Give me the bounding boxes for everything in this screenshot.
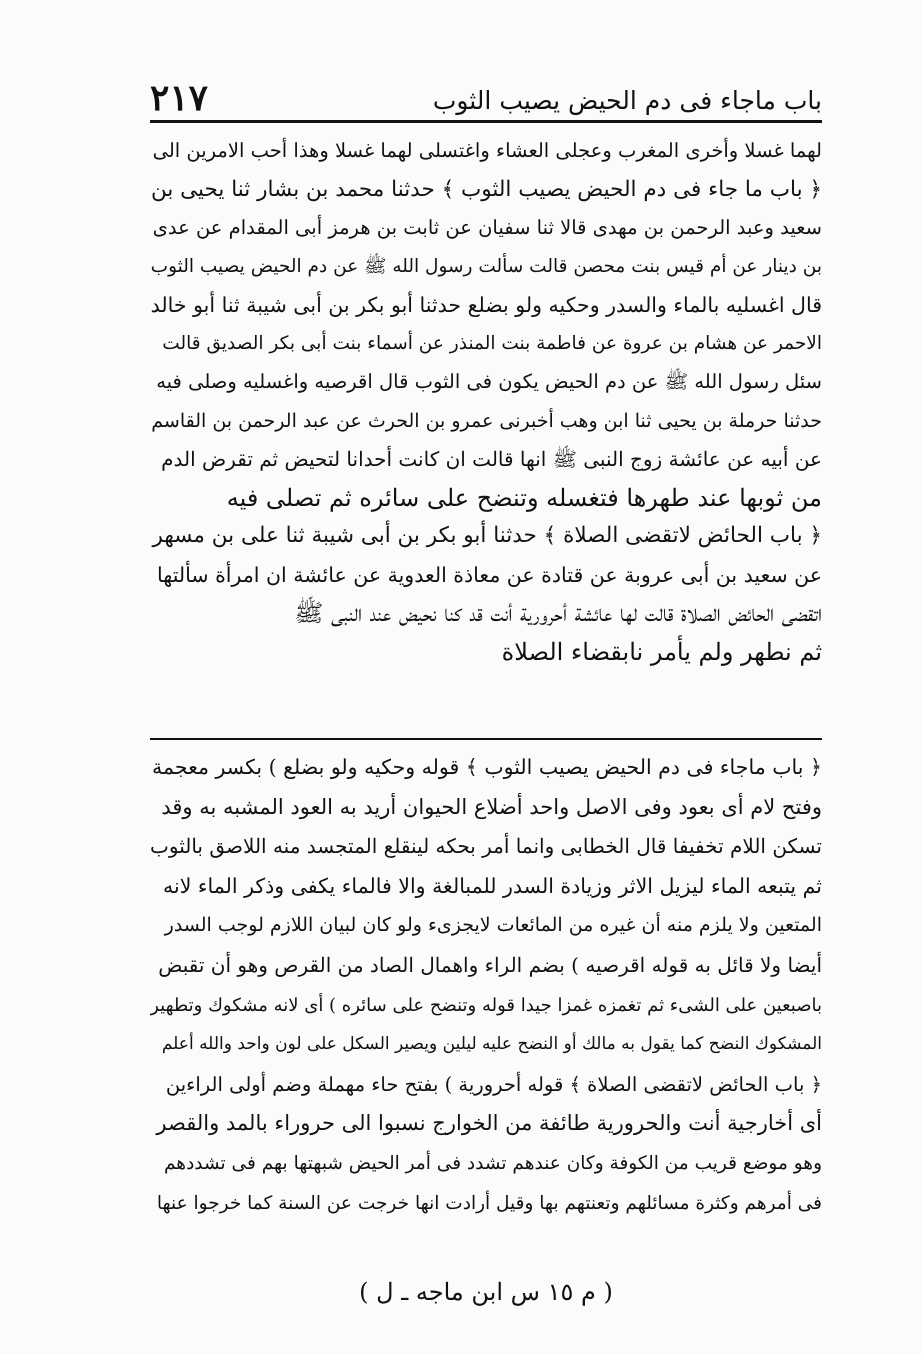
text-line: اتقضى الحائض الصلاة قالت لها عائشة أحرورية أنت قد كنا نحيض عند النبى ﷺ (294, 599, 822, 627)
text-line: ثم نطهر ولم يأمر نابقضاء الصلاة (501, 637, 822, 666)
text-line: عن أبيه عن عائشة زوج النبى ﷺ انها قالت ان كانت أحدانا لتحيض ثم تقرض الدم (161, 447, 822, 471)
text-line: من ثوبها عند طهرها فتغسله وتنضح على سائره ثم تصلى فيه (226, 483, 822, 512)
note-line: أيضا ولا قائل به قوله اقرصيه ) بضم الراء واهمال الصاد من القرص وهو أن تقبض (158, 952, 822, 977)
note-line: ﴿ باب ماجاء فى دم الحيض يصيب الثوب ﴾ قوله وحكيه ولو بضلع ) بكسر معجمة (152, 755, 822, 779)
note-line: المشكوك النضح كما يقول به مالك أو النضح عليه ليلين ويصير السكل على لون واحد والله أعلم (161, 1034, 822, 1055)
page-number: ٢١٧ (150, 77, 209, 119)
note-line: وفتح لام أى بعود وفى الاصل واحد أضلاع الحيوان أريد به العود المشبه به وقد (161, 794, 822, 819)
text-line: الاحمر عن هشام بن عروة عن فاطمة بنت المنذر عن أسماء بنت أبى بكر الصديق قالت (162, 332, 822, 354)
section-divider (150, 738, 822, 740)
text-line: قال اغسليه بالماء والسدر وحكيه ولو بضلع حدثنا أبو بكر بن أبى شيبة ثنا أبو خالد (150, 293, 822, 317)
note-line: ثم يتبعه الماء ليزيل الاثر وزيادة السدر للمبالغة والا فالماء يكفى وذكر الماء لانه (163, 873, 822, 898)
text-line: لهما غسلا وأخرى المغرب وعجلى العشاء واغتسلى لهما غسلا وهذا أحب الامرين الى (152, 139, 822, 162)
note-line: باصبعين على الشىء ثم تغمزه غمزا جيدا قوله وتنضح على سائره ) أى لانه مشكوك وتطهير (150, 994, 822, 1016)
signature-footer: ( م ١٥ س ابن ماجه ـ ل ) (359, 1278, 613, 1306)
note-line: ﴿ باب الحائض لاتقضى الصلاة ﴾ قوله أحرورية ) بفتح حاء مهملة وضم أولى الراءين (165, 1072, 822, 1096)
page-header (150, 72, 822, 123)
main-text (150, 132, 822, 671)
text-line: عن سعيد بن أبى عروبة عن قتادة عن معاذة العدوية عن عائشة ان امرأة سألتها (157, 562, 822, 587)
note-line: تسكن اللام تخفيفا قال الخطابى وانما أمر بحكه لينقلع المتجسد منه اللاصق بالثوب (150, 834, 822, 859)
text-line: ﴿ باب الحائض لاتقضى الصلاة ﴾ حدثنا أبو بكر بن أبى شيبة ثنا على بن مسهر (152, 523, 822, 548)
text-line: ﴿ باب ما جاء فى دم الحيض يصيب الثوب ﴾ حدثنا محمد بن بشار ثنا يحيى بن (150, 176, 822, 202)
note-line: المتعين ولا يلزم منه أن غيره من المائعات لايجزىء ولو كان لبيان اللازم لوجب السدر (164, 914, 822, 937)
note-line: أى أخارجية أنت والحرورية طائفة من الخوارج نسبوا الى حروراء بالمد والقصر (156, 1111, 822, 1136)
commentary-text (150, 748, 822, 1223)
chapter-title: باب ماجاء فى دم الحيض يصيب الثوب (432, 86, 822, 115)
note-line: وهو موضع قريب من الكوفة وكان عندهم تشدد فى أمر الحيض شبهتها بهم فى تشددهم (164, 1152, 822, 1174)
text-line: بن دينار عن أم قيس بنت محصن قالت سألت رسول الله ﷺ عن دم الحيض يصيب الثوب (150, 255, 822, 277)
note-line: فى أمرهم وكثرة مسائلهم وتعنتهم بها وقيل أرادت انها خرجت عن السنة كما خرجوا عنها (156, 1192, 822, 1214)
text-line: سعيد وعبد الرحمن بن مهدى قالا ثنا سفيان عن ثابت بن هرمز أبى المقدام عن عدى (152, 216, 822, 239)
text-line: سئل رسول الله ﷺ عن دم الحيض يكون فى الثوب قال اقرصيه واغسليه وصلى فيه (156, 370, 822, 393)
text-line: حدثنا حرملة بن يحيى ثنا ابن وهب أخبرنى عمرو بن الحرث عن عبد الرحمن بن القاسم (151, 409, 822, 432)
